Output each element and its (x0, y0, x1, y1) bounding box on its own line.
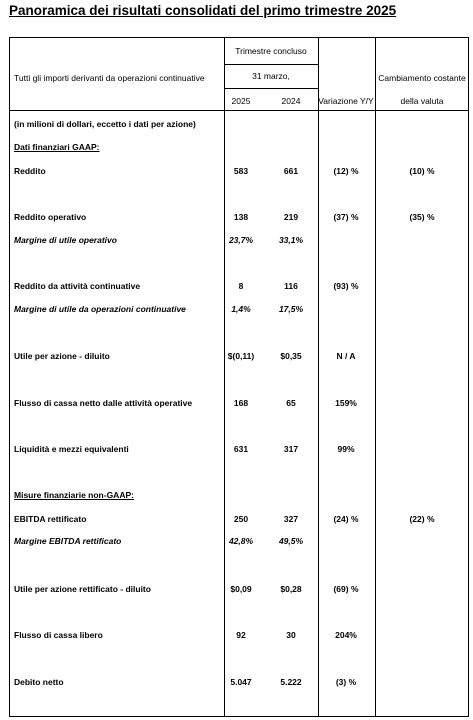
value-yoy: 204% (335, 630, 357, 640)
value-2025: 5.047 (230, 677, 252, 687)
value-2024: 65 (286, 398, 296, 408)
row-label: Margine di utile da operazioni continuative (14, 304, 186, 314)
value-2025: 250 (233, 514, 249, 524)
section-gaap: Dati finanziari GAAP: (14, 142, 100, 152)
header-divider (224, 88, 318, 89)
value-2025: $0,09 (230, 584, 252, 594)
row-label: EBITDA rettificato (14, 514, 87, 524)
value-yoy: (3) % (335, 677, 357, 687)
value-yoy: N / A (336, 351, 356, 361)
row-label: Flusso di cassa netto dalle attività operative (14, 398, 193, 408)
value-2024: 116 (284, 281, 298, 291)
value-2025: 8 (238, 281, 244, 291)
value-2025: 168 (233, 398, 249, 408)
value-yoy: (69) % (333, 584, 359, 594)
page-title: Panoramica dei risultati consolidati del primo trimestre 2025 (9, 3, 397, 18)
header-row-label: Tutti gli importi derivanti da operazioni continuative (14, 73, 205, 83)
row-label: Margine di utile operativo (14, 235, 117, 245)
row-label: Utile per azione rettificato - diluito (14, 584, 151, 594)
value-2025: 1,4% (231, 304, 251, 314)
header-variation: Variazione Y/Y (318, 96, 374, 106)
value-yoy: (24) % (333, 514, 359, 524)
row-label: Utile per azione - diluito (14, 351, 110, 361)
value-2025: 92 (236, 630, 246, 640)
value-2025: 23,7% (228, 235, 254, 245)
value-yoy: 99% (337, 444, 355, 454)
value-2024: 33,1% (278, 235, 304, 245)
row-label: Reddito da attività continuative (14, 281, 141, 291)
results-table (9, 37, 469, 717)
value-2024: 327 (283, 514, 299, 524)
value-constant-currency: (10) % (409, 166, 435, 176)
value-yoy: (12) % (333, 166, 359, 176)
value-2025: 138 (233, 212, 249, 222)
header-bottom-border (10, 110, 468, 111)
value-2024: 661 (283, 166, 299, 176)
header-year-2025: 2025 (231, 96, 251, 106)
row-label: Margine EBITDA rettificato (14, 536, 122, 546)
header-year-2024: 2024 (281, 96, 301, 106)
value-2025: 631 (233, 444, 249, 454)
value-2025: 42,8% (228, 536, 254, 546)
value-2024: 317 (283, 444, 299, 454)
units-note: (in milioni di dollari, eccetto i dati per azione) (14, 119, 196, 129)
column-divider (375, 38, 376, 716)
value-yoy: (93) % (333, 281, 359, 291)
value-constant-currency: (22) % (409, 514, 435, 524)
value-2024: 17,5% (278, 304, 304, 314)
value-2024: $0,35 (280, 351, 302, 361)
column-divider (224, 38, 225, 716)
row-label: Debito netto (14, 677, 64, 687)
value-constant-currency: (35) % (409, 212, 435, 222)
value-yoy: (37) % (333, 212, 359, 222)
value-2024: $0,28 (280, 584, 302, 594)
value-2024: 49,5% (278, 536, 304, 546)
row-label: Flusso di cassa libero (14, 630, 103, 640)
header-constant-currency-sub: della valuta (400, 96, 444, 106)
value-2024: 30 (286, 630, 296, 640)
row-label: Reddito operativo (14, 212, 87, 222)
value-2025: 583 (233, 166, 249, 176)
value-2024: 219 (283, 212, 299, 222)
header-constant-currency: Cambiamento costante (378, 73, 466, 83)
column-divider (318, 38, 319, 716)
row-label: Liquidità e mezzi equivalenti (14, 444, 129, 454)
header-period-date: 31 marzo, (252, 71, 290, 81)
value-2024: 5.222 (280, 677, 302, 687)
value-2025: $(0,11) (227, 351, 255, 361)
section-non-gaap: Misure finanziarie non-GAAP: (14, 490, 134, 500)
row-label: Reddito (14, 166, 46, 176)
header-divider (224, 64, 318, 65)
value-yoy: 159% (335, 398, 357, 408)
header-period-label: Trimestre concluso (235, 46, 307, 56)
